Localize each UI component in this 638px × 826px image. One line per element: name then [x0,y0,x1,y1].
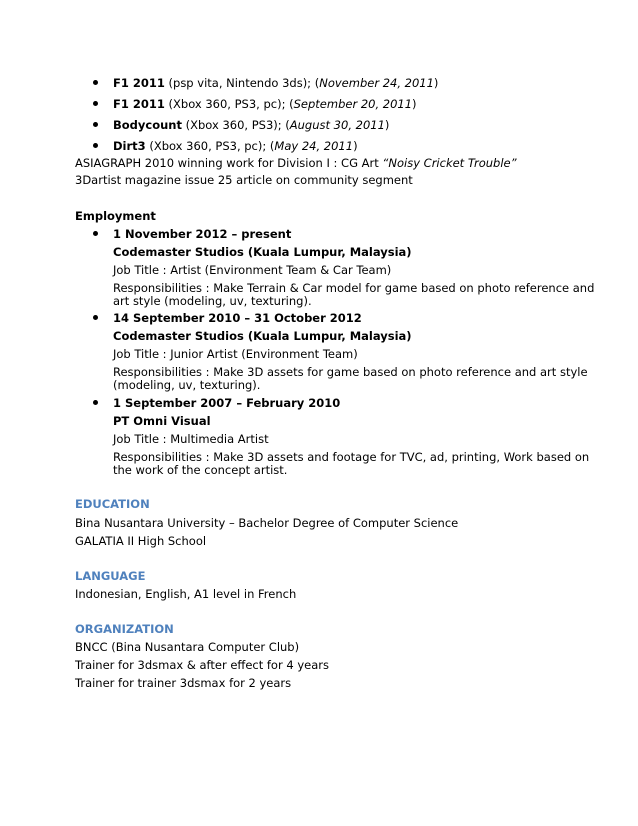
employment-heading: Employment [75,209,156,223]
education-item: Bina Nusantara University – Bachelor Degree of Computer Science [75,516,459,530]
bullet [93,101,98,106]
education-heading: EDUCATION [75,497,150,511]
game-platforms: (psp vita, Nintendo 3ds); [168,76,312,90]
job-company: PT Omni Visual [113,414,211,428]
job-period: 1 November 2012 – present [113,227,292,241]
job-company: Codemaster Studios (Kuala Lumpur, Malaysia) [113,329,412,343]
game-date: May 24, 2011 [274,139,354,153]
game-platforms: (Xbox 360, PS3, pc); [168,97,286,111]
paren-close: ) [353,139,358,153]
job-responsibilities-cont: art style (modeling, uv, texturing). [113,294,312,308]
organization-item: Trainer for 3dsmax & after effect for 4 years [75,658,329,672]
paren-close: ) [433,76,439,90]
job-period: 14 September 2010 – 31 October 2012 [113,311,362,325]
job-responsibilities: Responsibilities : Make 3D assets and footage for TVC, ad, printing, Work based on [113,450,590,464]
game-title: Bodycount [113,118,182,132]
award-asiagraph [75,156,517,170]
language-text: Indonesian, English, A1 level in French [75,587,297,601]
game-credit [113,97,417,111]
award-magazine: 3Dartist magazine issue 25 article on community segment [75,173,413,187]
bullet [93,80,98,85]
paren-open: ( [314,76,320,90]
paren-open: ( [289,97,294,111]
language-heading: LANGUAGE [75,569,146,583]
award-text: ASIAGRAPH 2010 winning work for Division I : CG Art [75,156,379,170]
job-responsibilities-cont: the work of the concept artist. [113,463,288,477]
education-item: GALATIA II High School [75,534,207,548]
game-date: August 30, 2011 [289,118,385,132]
bullet [93,122,98,127]
job-period: 1 September 2007 – February 2010 [113,396,341,410]
award-work-title: “Noisy Cricket Trouble” [382,156,517,170]
job-title: Job Title : Junior Artist (Environment Team) [113,347,358,361]
game-title: F1 2011 [113,76,165,90]
game-title: F1 2011 [113,97,165,111]
game-credit [113,118,389,132]
bullet [93,315,98,320]
bullet [93,231,98,236]
job-responsibilities-cont: (modeling, uv, texturing). [113,378,261,392]
job-company: Codemaster Studios (Kuala Lumpur, Malaysia) [113,245,412,259]
organization-item: BNCC (Bina Nusantara Computer Club) [75,640,300,654]
job-title: Job Title : Artist (Environment Team & Car Team) [113,263,392,277]
paren-close: ) [384,118,390,132]
bullet [93,143,98,148]
game-date: September 20, 2011 [293,97,413,111]
game-credit [113,76,438,90]
game-date: November 24, 2011 [319,76,434,90]
job-responsibilities: Responsibilities : Make 3D assets for game based on photo reference and art style [113,365,588,379]
game-platforms: (Xbox 360, PS3, pc); [149,139,267,153]
job-title: Job Title : Multimedia Artist [113,432,269,446]
game-title: Dirt3 [113,139,146,153]
game-platforms: (Xbox 360, PS3); [185,118,282,132]
job-responsibilities: Responsibilities : Make Terrain & Car model for game based on photo reference and [113,281,595,295]
paren-open: ( [269,139,275,153]
bullet [93,400,98,405]
game-credit [113,139,358,153]
paren-open: ( [285,118,290,132]
organization-item: Trainer for trainer 3dsmax for 2 years [75,676,292,690]
organization-heading: ORGANIZATION [75,622,174,636]
paren-close: ) [412,97,417,111]
